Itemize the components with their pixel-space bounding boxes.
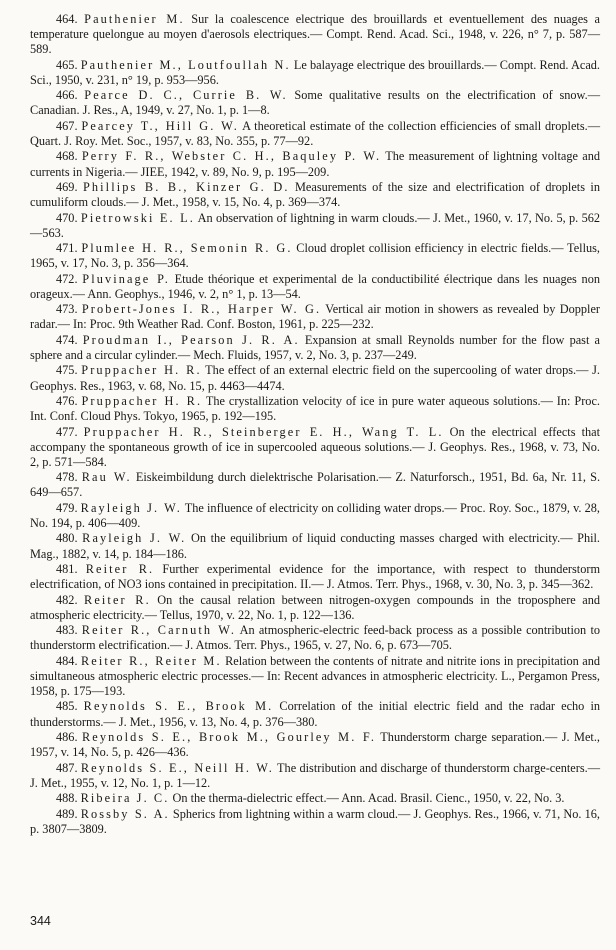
reference-entry [30, 593, 600, 623]
reference-entry [30, 562, 600, 592]
reference-text: The measurement of lightning voltage and currents in Nigeria.— JIEE, 1942, v. 89, No. 9, p. 195—209. [30, 149, 601, 179]
reference-number: 479. [56, 500, 78, 515]
reference-entry [30, 211, 600, 241]
reference-number: 480. [56, 531, 78, 546]
reference-number: 483. [56, 623, 78, 638]
reference-number: 484. [56, 653, 78, 668]
reference-number: 467. [56, 118, 78, 133]
reference-number: 471. [56, 241, 78, 256]
reference-number: 464. [56, 12, 78, 26]
reference-authors: Phillips B. B., Kinzer G. D. [82, 179, 290, 194]
reference-authors: Proudman I., Pearson J. R. A. [82, 332, 300, 347]
reference-text: Measurements of the size and electrification of droplets in cumuliform clouds.— J. Met., 1958, v. 15, No. 4, p. 369—374. [30, 179, 601, 210]
reference-authors: Reynolds S. E., Neill H. W. [80, 760, 274, 775]
reference-number: 489. [56, 806, 78, 821]
reference-number: 476. [56, 394, 78, 409]
reference-authors: Pluvinage P. [82, 271, 170, 286]
reference-text: A theoretical estimate of the collection efficiencies of small droplets.— Quart. J. Roy. Met. Soc., 1957, v. 83, No. 355, p. 77—92. [30, 118, 601, 148]
reference-authors: Reynolds S. E., Brook M., Gourley M. F. [81, 730, 377, 744]
reference-authors: Pearce D. C., Currie B. W. [84, 88, 288, 103]
reference-text: An atmospheric-electric feed-back process as a possible contribution to thunderstorm electrification.— J. Atmos. Terr. Phys., 1965, v. 27, No. 6, p. 673—705. [30, 623, 601, 653]
reference-number: 482. [56, 592, 78, 607]
reference-authors: Ribeira J. C. [80, 791, 170, 806]
reference-authors: Perry F. R., Webster C. H., Baquley P. W. [81, 149, 382, 164]
reference-text: Eiskeimbildung durch dielektrische Polarisation.— Z. Naturforsch., 1951, Bd. 6a, Nr. 11, S. 649—657. [30, 470, 601, 500]
reference-authors: Pearcey T., Hill G. W. [81, 118, 239, 133]
reference-number: 474. [56, 332, 78, 347]
reference-authors: Reiter R. [84, 592, 151, 607]
reference-text: Some qualitative results on the electrification of snow.— Canadian. J. Res., A, 1949, v. 27, No. 1, p. 1—8. [30, 88, 601, 118]
page-number: 344 [30, 914, 51, 928]
reference-entry [30, 88, 600, 118]
reference-authors: Pruppacher H. R. [81, 394, 203, 409]
reference-entry [30, 149, 600, 179]
reference-number: 470. [56, 210, 78, 225]
reference-text: The effect of an external electric field on the supercooling of water drops.— J. Geophys. Res., 1963, v. 68, No. 15, p. 4463—4474. [30, 363, 600, 393]
reference-text: The influence of electricity on colliding water drops.— Proc. Roy. Soc., 1879, v. 28, No. 194, p. 406—409. [30, 500, 600, 530]
reference-entry [30, 531, 600, 561]
reference-text: On the equilibrium of liquid conducting masses charged with electricity.— Phil. Mag., 1882, v. 14, p. 184—186. [30, 531, 601, 561]
reference-entry [30, 699, 600, 729]
reference-authors: Pauthenier M. [84, 12, 185, 26]
reference-entry [30, 791, 600, 806]
reference-number: 478. [56, 470, 78, 485]
reference-entry [30, 58, 600, 88]
reference-authors: Pietrowski E. L. [80, 210, 195, 225]
reference-entry [30, 623, 600, 653]
reference-authors: Rayleigh J. W. [80, 500, 182, 515]
reference-entry [30, 241, 600, 271]
reference-number: 487. [56, 760, 78, 775]
reference-entry [30, 501, 600, 531]
reference-number: 486. [56, 730, 78, 744]
reference-text: Le balayage electrique des brouillards.— Compt. Rend. Acad. Sci., 1950, v. 231, n° 19, p. 953—956. [30, 57, 600, 87]
reference-text: Expansion at small Reynolds number for the flow past a sphere and a circular cylinder.— Mech. Fluids, 1957, v. 2, No. 3, p. 237—249. [30, 332, 601, 362]
reference-number: 472. [56, 271, 78, 286]
reference-authors: Reiter R., Carnuth W. [81, 623, 236, 638]
reference-text: Cloud droplet collision efficiency in electric fields.— Tellus, 1965, v. 17, No. 3, p. 356—364. [30, 241, 601, 271]
reference-text: Etude théorique et experimental de la conductibilité électrique dans les nuages non orageux.— Ann. Geophys., 1946, v. 2, n° 1, p. 13—54. [30, 271, 600, 301]
reference-number: 485. [56, 699, 78, 714]
reference-entry [30, 654, 600, 699]
reference-number: 473. [56, 302, 78, 317]
reference-authors: Reiter R., Reiter M. [80, 653, 222, 668]
reference-entry [30, 807, 600, 837]
reference-entry [30, 272, 600, 302]
reference-entry [30, 333, 600, 363]
reference-authors: Rau W. [81, 470, 132, 485]
reference-entry [30, 425, 600, 470]
reference-text: Sur la coalescence electrique des brouillards et eventuellement des nuages a temperature quelongue au moyen d'aerosols electriques.— Compt. Rend. Acad. Sci., 1948, v. 226, n° 7, p. 587—589. [30, 12, 601, 57]
reference-authors: Plumlee H. R., Semonin R. G. [81, 241, 293, 256]
reference-entry [30, 119, 600, 149]
reference-number: 481. [56, 562, 78, 577]
reference-authors: Pruppacher H. R. [81, 363, 202, 378]
reference-entry [30, 761, 600, 791]
reference-number: 475. [56, 363, 78, 378]
reference-entry [30, 12, 600, 57]
reference-text: Spherics from lightning within a warm cloud.— J. Geophys. Res., 1966, v. 71, No. 16, p. 3807—3809. [30, 806, 601, 836]
reference-entry [30, 730, 600, 760]
reference-text: Relation between the contents of nitrate and nitrite ions in precipitation and simultaneous atmospheric electric processes.— In: Recent advances in atmospheric electricity. L., Pergamon Press, 1958, p. 175—193. [30, 653, 600, 698]
reference-authors: Rossby S. A. [80, 806, 170, 821]
reference-entry [30, 302, 600, 332]
reference-text: On the causal relation between nitrogen-oxygen compounds in the troposphere and atmospheric electricity.— Tellus, 1970, v. 22, No. 1, p. 122—136. [30, 592, 601, 622]
reference-text: Thunderstorm charge separation.— J. Met., 1957, v. 14, No. 5, p. 426—436. [30, 730, 600, 760]
reference-number: 465. [56, 57, 78, 72]
reference-entry [30, 470, 600, 500]
reference-authors: Reynolds S. E., Brook M. [83, 699, 274, 714]
reference-entry [30, 394, 600, 424]
reference-authors: Probert-Jones I. R., Harper W. G. [81, 302, 322, 317]
reference-number: 468. [56, 149, 78, 164]
reference-list [30, 12, 600, 837]
reference-number: 466. [56, 88, 78, 103]
reference-text: The distribution and discharge of thunderstorm charge-centers.— J. Met., 1955, v. 12, No. 1, p. 1—12. [30, 760, 600, 790]
reference-authors: Reiter R. [85, 562, 155, 577]
reference-number: 488. [56, 791, 78, 806]
reference-number: 477. [56, 424, 78, 439]
reference-entry [30, 363, 600, 393]
reference-text: An observation of lightning in warm clouds.— J. Met., 1960, v. 17, No. 5, p. 562—563. [30, 210, 601, 240]
reference-text: On the electrical effects that accompany the spontaneous growth of ice in supercooled aqueous solutions.— J. Geophys. Res., 1968, v. 73, No. 2, p. 571—584. [30, 424, 601, 469]
reference-entry [30, 180, 600, 210]
reference-text: On the therma-dielectric effect.— Ann. Acad. Brasil. Cienc., 1950, v. 22, No. 3. [169, 791, 565, 806]
reference-authors: Rayleigh J. W. [82, 531, 187, 546]
reference-text: Correlation of the initial electric field and the radar echo in thunderstorms.— J. Met., 1956, v. 13, No. 4, p. 376—380. [30, 699, 601, 729]
reference-authors: Pruppacher H. R., Steinberger E. H., Wang T. L. [83, 424, 444, 439]
reference-number: 469. [56, 179, 78, 194]
reference-text: Vertical air motion in showers as revealed by Doppler radar.— In: Proc. 9th Weather Rad. Conf. Boston, 1961, p. 225—232. [30, 302, 600, 332]
reference-text: The crystallization velocity of ice in pure water aqueous solutions.— In: Proc. Int. Conf. Cloud Phys. Tokyo, 1965, p. 192—195. [30, 394, 600, 424]
reference-text: Further experimental evidence for the importance, with respect to thunderstorm electrification, of NO3 ions contained in precipitation. II.— J. Atmos. Terr. Phys., 1968, v. 30, No. 3, p. 345—362. [30, 562, 601, 592]
reference-authors: Pauthenier M., Loutfoullah N. [80, 57, 291, 72]
